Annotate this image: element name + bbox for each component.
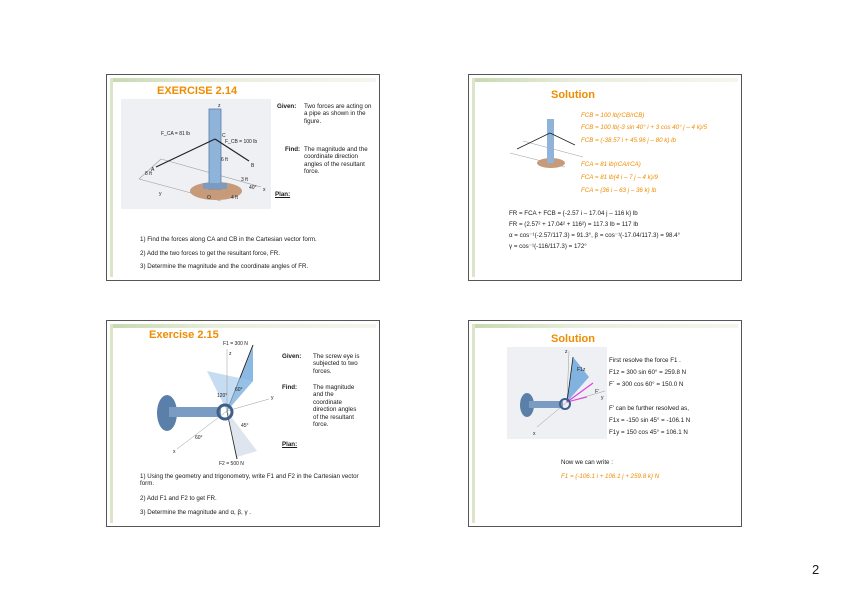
plan-label: Plan: bbox=[275, 191, 291, 198]
line-f1x: F1x = -150 sin 45° = -106.1 N bbox=[609, 417, 691, 424]
line-f1y: F1y = 150 cos 45° = 106.1 N bbox=[609, 429, 688, 436]
fig-label-45: 45° bbox=[241, 423, 249, 429]
slide-exercise-2-14 bbox=[106, 74, 380, 281]
slide-exercise-2-15 bbox=[106, 320, 380, 527]
line-fca-3: FCA = {36 i – 63 j – 36 k} lb bbox=[581, 187, 657, 194]
fig-label-f1: F1 = 300 N bbox=[223, 341, 248, 347]
slide-top-bar bbox=[110, 324, 376, 328]
fig-label-z: z bbox=[229, 351, 232, 357]
fig-label-f1z: F1z bbox=[577, 367, 586, 373]
slide-top-bar bbox=[472, 324, 738, 328]
fig-label-a: A bbox=[151, 167, 155, 173]
fig-label-z: z bbox=[218, 103, 221, 109]
line-fcb-3: FCB = (-38.57 i + 45.96 j – 80 k) lb bbox=[581, 137, 676, 144]
find-text: The magnitude and the coordinate direction angles of the resultant force. bbox=[313, 384, 357, 429]
step-3: 3) Determine the magnitude and α, β, γ . bbox=[140, 509, 252, 516]
step-1: 1) Using the geometry and trigonometry, write F1 and F2 in the Cartesian vector form. bbox=[140, 473, 359, 488]
line-f1z: F1z = 300 sin 60° = 259.8 N bbox=[609, 369, 687, 376]
given-label: Given: bbox=[282, 353, 302, 360]
line-resolve: First resolve the force F1 . bbox=[609, 357, 681, 364]
slide-left-bar bbox=[472, 78, 475, 277]
fig-label-b: B bbox=[251, 163, 255, 169]
slide-left-bar bbox=[110, 324, 113, 523]
line-fr-2: FR = (2.57² + 17.04² + 116²) = 117.3 lb = 117 lb bbox=[509, 221, 639, 228]
fig-label-8ft: 8 ft bbox=[145, 171, 152, 177]
line-fcb-2: FCB = 100 lb(-3 sin 40° i + 3 cos 40° j – 4 k)/5 bbox=[581, 124, 708, 131]
screw-eye-figure bbox=[137, 341, 277, 466]
fig-label-fca: F_CA = 81 lb bbox=[161, 131, 191, 137]
line-now: Now we can write : bbox=[561, 459, 613, 466]
fig-label-4ft: 4 ft bbox=[231, 195, 238, 201]
page-number: 2 bbox=[812, 562, 820, 577]
fig-label-60b: 60° bbox=[195, 435, 203, 441]
fig-label-x: x bbox=[173, 449, 176, 455]
fig-label-z: z bbox=[565, 349, 568, 355]
given-label: Given: bbox=[277, 103, 297, 110]
slide-top-bar bbox=[110, 78, 376, 82]
fig-label-o: O bbox=[207, 195, 211, 201]
fig-label-60a: 60° bbox=[235, 387, 243, 393]
given-text: The screw eye is subjected to two forces. bbox=[313, 353, 360, 375]
slide-title: Solution bbox=[551, 89, 595, 101]
step-3: 3) Determine the magnitude and the coordinate angles of FR. bbox=[140, 263, 309, 270]
slide-top-bar bbox=[472, 78, 738, 82]
fig-label-y: y bbox=[271, 395, 274, 401]
line-fprime: F´ = 300 cos 60° = 150.0 N bbox=[609, 381, 684, 388]
find-label: Find: bbox=[282, 384, 298, 391]
slide-solution-2-15 bbox=[468, 320, 742, 527]
line-angles-1: α = cos⁻¹(-2.57/117.3) = 91.3°, β = cos⁻¹(-17.04/117.3) = 98.4° bbox=[509, 232, 681, 239]
line-angles-2: γ = cos⁻¹(-116/117.3) = 172° bbox=[509, 243, 587, 250]
line-further: F' can be further resolved as, bbox=[609, 405, 689, 412]
fig-label-fprime: F' bbox=[595, 389, 600, 395]
line-fr-1: FR = FCA + FCB = {-2.57 i – 17.04 j – 116 k} lb bbox=[509, 210, 638, 217]
line-f1-vector: F1 = {-106.1 i + 106.1 j + 259.8 k} N bbox=[561, 473, 660, 480]
step-1: 1) Find the forces along CA and CB in the Cartesian vector form. bbox=[140, 236, 317, 243]
slide-solution-2-14 bbox=[468, 74, 742, 281]
slide-left-bar bbox=[472, 324, 475, 523]
fig-label-x: x bbox=[263, 187, 266, 193]
fig-label-fcb: F_CB = 100 lb bbox=[225, 139, 258, 145]
plan-label: Plan: bbox=[282, 441, 298, 448]
fig-label-y: y bbox=[601, 395, 604, 401]
pipe-figure bbox=[121, 99, 271, 209]
fig-label-f2: F2 = 500 N bbox=[219, 461, 244, 466]
force-resolution-figure bbox=[507, 347, 607, 439]
fig-label-120: 120° bbox=[217, 393, 228, 399]
slide-title: EXERCISE 2.14 bbox=[157, 85, 238, 97]
fig-label-3ft: 3 ft bbox=[241, 177, 248, 183]
fig-label-y: y bbox=[159, 191, 162, 197]
slide-title: Exercise 2.15 bbox=[149, 329, 219, 341]
fig-label-c: C bbox=[222, 133, 226, 139]
step-2: 2) Add the two forces to get the resultant force, FR. bbox=[140, 250, 280, 257]
line-fcb-1: FCB = 100 lb(rCB/rCB) bbox=[581, 112, 645, 119]
find-text: The magnitude and the coordinate direction angles of the resultant force. bbox=[304, 146, 368, 176]
slide-title: Solution bbox=[551, 333, 595, 345]
fig-label-angle: 40° bbox=[249, 185, 257, 191]
find-label: Find: bbox=[285, 146, 301, 153]
slide-left-bar bbox=[110, 78, 113, 277]
line-fca-2: FCA = 81 lb(4 i – 7 j – 4 k)/9 bbox=[581, 174, 658, 181]
step-2: 2) Add F1 and F2 to get FR. bbox=[140, 495, 217, 502]
fig-label-6ft: 6 ft bbox=[221, 157, 228, 163]
line-fca-1: FCA = 81 lb(rCA/rCA) bbox=[581, 161, 641, 168]
given-text: Two forces are acting on a pipe as shown in the figure. bbox=[304, 103, 372, 125]
pipe-figure-small bbox=[505, 115, 585, 173]
fig-label-x: x bbox=[533, 431, 536, 437]
